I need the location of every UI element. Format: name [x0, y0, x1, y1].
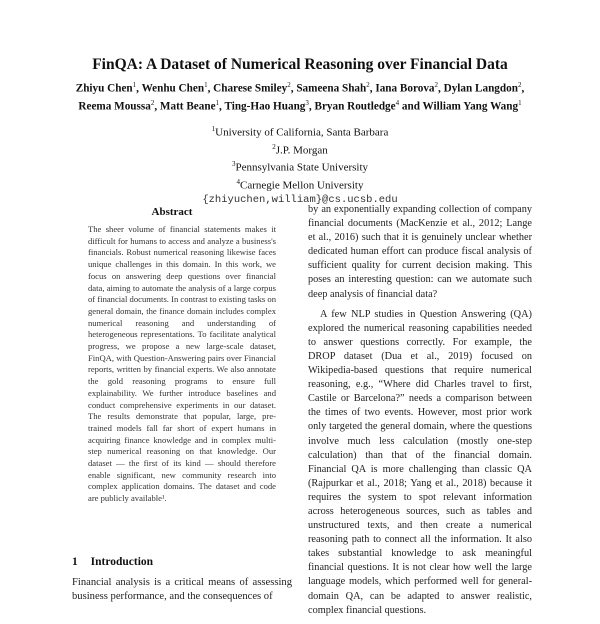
author-affil-mark: 3: [305, 99, 309, 108]
affiliation-name: Pennsylvania State University: [235, 161, 369, 174]
author-affil-mark: 2: [434, 81, 439, 89]
author-name: Zhiyu Chen: [75, 82, 133, 95]
section-title: Introduction: [90, 556, 154, 568]
affiliation-line: [100, 175, 500, 193]
author-name: Sameena Shah: [296, 82, 367, 95]
author-name: Bryan Routledge: [314, 100, 396, 113]
author-name: Dylan Langdon: [443, 82, 518, 95]
section-heading: [72, 556, 153, 568]
right-paragraph-2: A few NLP studies in Question Answering (QA) explored the numerical reasoning capabilities needed to answer questions correctly. For example, the DROP dataset (Dua et al., 2019) focused on Wikipedia-based questions that require numerical reasoning, e.g., “Where did Charles travel to first, Castile or Barcelona?” needs a comparison between the times of two events. However, most prior work only targeted the general domain, where the questions involve much less calculation (mostly one-step calculation) than that of the financial domain. Financial QA is more challenging than classic QA (Rajpurkar et al., 2018; Yang et al., 2018) because it requires the system to spot relevant information across heterogeneous sources, such as tables and unstructured texts, and then create a numerical reasoning path to connect all the information. It also takes substantial knowledge to ask meaningful financial questions. It is not clear how well the large language models, which performed well for general-domain QA, can be adapted to answer realistic, complex financial questions.: [308, 308, 532, 616]
section-number: 1: [72, 556, 78, 568]
author-affil-mark: 2: [287, 81, 291, 89]
author-affil-mark: 4: [395, 99, 400, 108]
author-affil-mark: 1: [215, 99, 220, 108]
author-affil-mark: 1: [132, 81, 137, 89]
author-name: Reema Moussa: [78, 100, 151, 113]
author-name: William Yang Wang: [422, 100, 519, 113]
author-name: Wenhu Chen: [141, 82, 205, 95]
author-name: Ting-Hao Huang: [224, 100, 306, 113]
contact-email: {zhiyuchen,william}@cs.ucsb.edu: [202, 193, 398, 206]
intro-text: Financial analysis is a critical means of assessing business performance, and the consequences of: [72, 577, 292, 602]
affiliation-mark: 3: [231, 160, 236, 169]
author-name: Charese Smiley: [213, 82, 288, 95]
affiliation-mark: 1: [211, 125, 216, 133]
affiliation-line: [100, 157, 500, 175]
affiliation-mark: 4: [236, 177, 241, 186]
author-list: Zhiyu Chen$^1$, Wenhu Chen$^1$, Charese Smiley$^2$, Sameena Shah$^2$, Iana Borova$^2$, Dylan Langdon$^2$, Reema Moussa$^2$, Matt Beane$^1$, Ting-Hao Huang$^3$, Bryan Routledge$^4$ and William Yang Wang$^1$: [75, 81, 525, 113]
affiliation-name: University of California, Santa Barbara: [215, 126, 389, 139]
affiliation-line: [100, 122, 500, 140]
right-paragraph-1: by an exponentially expanding collection of company financial documents (MacKenzie et al., 2012; Lange et al., 2016) such that it is genuinely unclear whether dedicated human effort can produce fiscal analysis of sufficient quality for current decision making. This poses an interesting question: can we automate such deep analysis of financial data?: [308, 204, 532, 300]
right-column: [308, 203, 532, 624]
abstract-text: The sheer volume of financial statements makes it difficult for humans to access and analyze a business's financials. Robust numerical reasoning likewise faces unique challenges in this domain. In this work, we focus on answering deep questions over financial data, aiming to automate the analysis of a large corpus of financial documents. In contrast to existing tasks on general domain, the finance domain includes complex numerical reasoning and understanding of heterogeneous representations. To facilitate analytical progress, we propose a new large-scale dataset, FinQA, with Question-Answering pairs over Financial reports, written by financial experts. We also annotate the gold reasoning programs to ensure full explainability. We further introduce baselines and conduct comprehensive experiments in our dataset. The results demonstrate that popular, large, pre-trained models fall far short of expert humans in acquiring finance knowledge and in complex multi-step numerical reasoning on that knowledge. Our dataset — the first of its kind — should therefore enable significant, new community research into complex application domains. The dataset and code are publicly available¹.: [88, 224, 276, 504]
abstract-heading: Abstract: [151, 206, 193, 218]
author-affil-mark: 2: [517, 81, 522, 89]
affiliation-name: J.P. Morgan: [275, 144, 328, 157]
author-affil-mark: 2: [150, 99, 155, 108]
paper-title: FinQA: A Dataset of Numerical Reasoning over Financial Data: [92, 56, 508, 73]
author-name: Matt Beane: [159, 100, 216, 113]
affiliations: [100, 122, 500, 207]
author-name: Iana Borova: [375, 82, 435, 95]
author-affil-mark: 1: [518, 99, 522, 108]
affiliation-line: [100, 140, 500, 158]
affiliation-mark: 2: [272, 142, 276, 151]
affiliation-name: Carnegie Mellon University: [240, 179, 364, 192]
author-affil-mark: 1: [204, 81, 208, 89]
author-affil-mark: 2: [366, 81, 370, 89]
abstract-body: [88, 224, 276, 505]
